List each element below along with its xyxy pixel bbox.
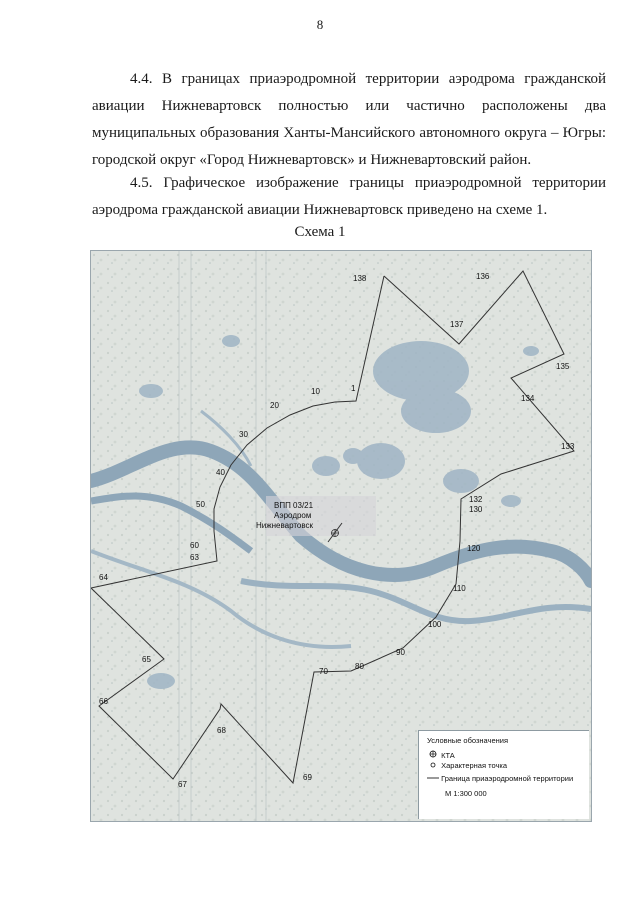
point-label-90: 90 [396, 648, 405, 657]
boundary-line-icon [427, 774, 439, 783]
small-circle-icon [427, 761, 439, 770]
point-label-135: 135 [556, 362, 570, 371]
map-legend [418, 730, 589, 819]
point-label-30: 30 [239, 430, 248, 439]
paragraph-4-4 [92, 66, 606, 174]
point-label-67: 67 [178, 780, 187, 789]
scheme-caption: Схема 1 [294, 224, 346, 240]
point-label-138: 138 [353, 274, 367, 283]
airport-label-line-3: Нижневартовск [256, 521, 314, 530]
point-label-134: 134 [521, 394, 535, 403]
point-label-20: 20 [270, 401, 279, 410]
legend-point-label: Характерная точка [441, 761, 508, 770]
point-label-60: 60 [190, 541, 199, 550]
airport-label-line-2: Аэродром [274, 511, 312, 520]
page-number: 8 [316, 17, 324, 32]
point-label-65: 65 [142, 655, 151, 664]
point-label-40: 40 [216, 468, 225, 477]
point-label-10: 10 [311, 387, 320, 396]
point-label-136: 136 [476, 272, 490, 281]
paragraph-4-5 [92, 170, 606, 224]
point-label-69: 69 [303, 773, 312, 782]
crosshair-circle-icon [427, 750, 439, 760]
point-label-1: 1 [351, 384, 356, 393]
point-label-100: 100 [428, 620, 442, 629]
point-label-110: 110 [453, 584, 466, 593]
point-label-120: 120 [467, 544, 481, 553]
point-label-133: 133 [561, 442, 575, 451]
point-label-64: 64 [99, 573, 108, 582]
point-label-63: 63 [190, 553, 199, 562]
legend-scale: М 1:300 000 [445, 789, 487, 798]
paragraph-4-4-text: 4.4. В границах приаэродромной территории аэродрома гражданской авиации Нижневартовск полностью или частично расположены два муниципальных образования Ханты-Мансийского автономного округа – Югры: городской округ «Город Нижневартовск» и Нижневартовский район. [92, 71, 606, 168]
point-label-50: 50 [196, 500, 205, 509]
legend-boundary-row [427, 774, 573, 783]
legend-boundary-label: Граница приаэродромной территории [441, 774, 574, 783]
legend-title: Условные обозначения [427, 736, 509, 745]
paragraph-4-5-text: 4.5. Графическое изображение границы приаэродромной территории аэродрома гражданской авиации Нижневартовск приведено на схеме 1. [92, 175, 606, 218]
point-label-70: 70 [319, 667, 328, 676]
point-label-80: 80 [355, 662, 364, 671]
airport-label-line-1: ВПП 03/21 [274, 501, 314, 510]
legend-kta-label: КТА [441, 751, 455, 760]
point-label-130: 130 [469, 505, 483, 514]
point-label-137: 137 [450, 320, 464, 329]
point-label-132: 132 [469, 495, 483, 504]
legend-kta-row [427, 750, 455, 760]
point-label-66: 66 [99, 697, 108, 706]
legend-point-row [427, 761, 507, 770]
point-label-68: 68 [217, 726, 226, 735]
